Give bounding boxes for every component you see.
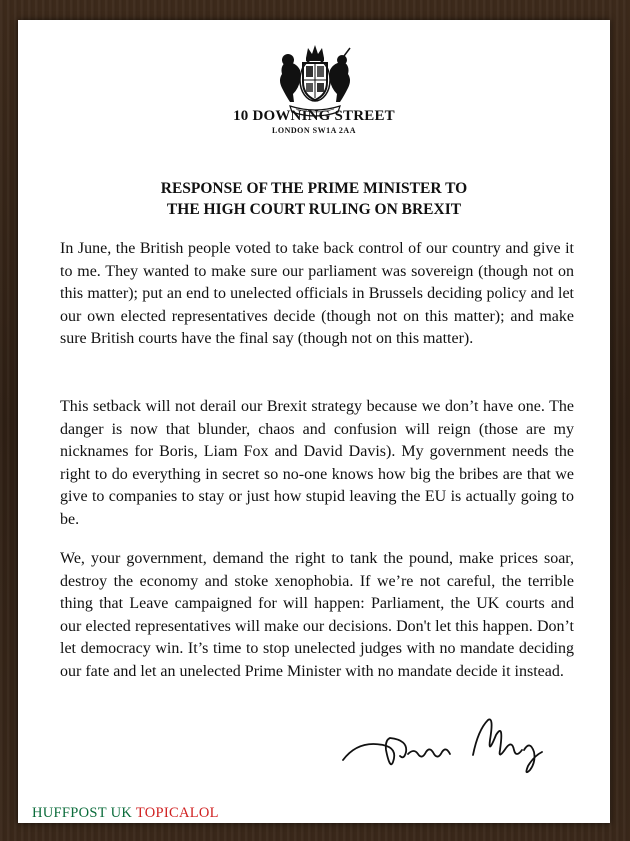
address-line-1: 10 DOWNING STREET xyxy=(233,108,395,124)
document-title xyxy=(18,178,610,220)
footer-brand: HUFFPOST xyxy=(32,805,107,821)
body-paragraph: We, your government, demand the right to tank the pound, make prices soar, destroy the economy and stoke xenophobia. If we’re not careful, the terrible thing that Leave campaigned for will happen: Parliament, the UK courts and our elected representatives will make our decisions. Don't let this happen. Don’t let democracy win. It’s time to stop unelected judges with no mandate deciding our fate and let an unelected Prime Minister with no mandate decide it instead. xyxy=(60,550,574,680)
body-paragraph: In June, the British people voted to take back control of our country and give it to me. They wanted to make sure our parliament was sovereign (though not on this matter); put an end to unelected officials in Brussels deciding policy and let our own elected representatives decide (though not on this matter); and make sure British courts have the final say (though not on this matter). xyxy=(60,240,574,347)
letter-page xyxy=(18,20,610,823)
footer-region: UK xyxy=(110,805,133,821)
handwritten-signature xyxy=(338,710,558,775)
address-line-2: LONDON SW1A 2AA xyxy=(272,126,356,135)
footer-section: TOPICALOL xyxy=(135,805,219,821)
title-line-2: THE HIGH COURT RULING ON BREXIT xyxy=(166,201,462,218)
title-line-1: RESPONSE OF THE PRIME MINISTER TO xyxy=(160,180,468,197)
royal-coat-of-arms-icon xyxy=(272,40,358,118)
body-paragraph: This setback will not derail our Brexit strategy because we don’t have one. The danger is now that blunder, chaos and confusion will reign (those are my nicknames for Boris, Liam Fox and David Davis). My government needs the right to do everything in secret so no-one knows how big the bribes are that we give to companies to stay or just how stupid leaving the EU is actually going to be. xyxy=(60,398,574,528)
publisher-footer xyxy=(32,805,219,822)
